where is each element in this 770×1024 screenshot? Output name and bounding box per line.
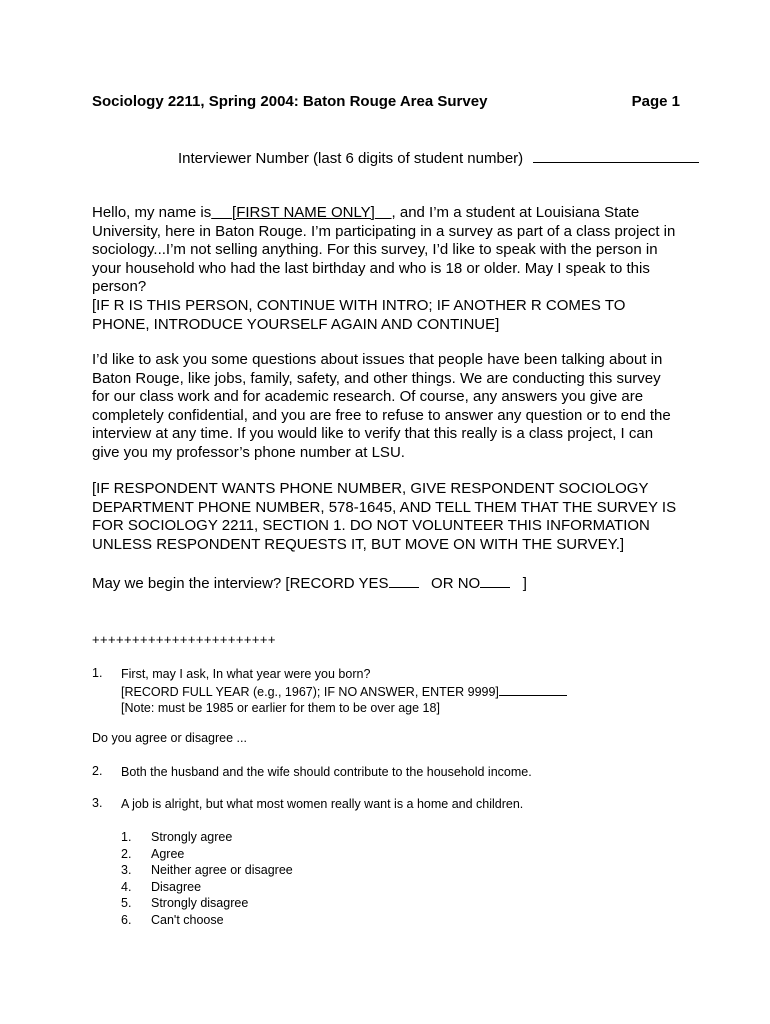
- no-blank[interactable]: [480, 573, 510, 588]
- begin-interview-line: [92, 573, 682, 594]
- interviewer-number-blank[interactable]: [533, 148, 699, 163]
- first-name-blank: [FIRST NAME ONLY]: [232, 204, 375, 221]
- intro-paragraph: [92, 204, 682, 297]
- instruction-paragraph-2: [IF RESPONDENT WANTS PHONE NUMBER, GIVE RESPONDENT SOCIOLOGY DEPARTMENT PHONE NUMBER, 578-1645, AND TELL THEM THAT THE SURVEY IS FOR SOCIOLOGY 2211, SECTION 1. DO NOT VOLUNTEER THIS INFORMATION UNLESS RESPONDENT REQUESTS IT, BUT MOVE ON WITH THE SURVEY.]: [92, 480, 677, 553]
- question-1-text: First, may I ask, In what year were you born?: [121, 667, 371, 681]
- survey-page: Sociology 2211, Spring 2004: Baton Rouge Area Survey Page 1 Interviewer Number (last 6 digits of student number) Hello, my name is [FIRST NAME ONLY] , and I’m a student at Louisiana State University, here in Baton Rouge. I’m participating in a survey as part of a class project in sociology...I’m not selling anything. For this survey, I’d like to speak with the person in your household who had the last birthday and who is 18 or older. May I speak to this person? [IF R IS THIS PERSON, CONTINUE WITH INTRO; IF ANOTHER R COMES TO PHONE, INTRODUCE YOURSELF AGAIN AND CONTINUE] I’d like to ask you some questions about issues that people have been talking about in Baton Rouge, like jobs, family, safety, and other things. We are conducting this survey for our class work and for academic research. Of course, any answers you give are completely confidential, and you are free to refuse to answer any question or to end the interview at any time. If you would like to verify that this really is a class project, I can give you my professor’s phone number at LSU. [IF RESPONDENT WANTS PHONE NUMBER, GIVE RESPONDENT SOCIOLOGY DEPARTMENT PHONE NUMBER, 578-1645, AND TELL THEM THAT THE SURVEY IS FOR SOCIOLOGY 2211, SECTION 1. DO NOT VOLUNTEER THIS INFORMATION UNLESS RESPONDENT REQUESTS IT, BUT MOVE ON WITH THE SURVEY.] May we begin the interview? [RECORD YES OR NO ] +++++++++++++++++++++++ 1. First, may I ask, In what year were you born? [RECORD FULL YEAR (e.g., 1967); IF NO ANSWER, ENTER 9999] [Note: must be 1985 or earlier for them to be over age 18] Do you agree or disagree ... 2. Both the husband and the wife should contribute to the household income. 3. A job is alright, but what most women really want is a home and children. 1. Strongly agree 2. Agree 3. Neither agree or disagree 4. Disagree 5. Strongly disagree 6. Can't choose: [0, 0, 770, 1024]
- question-1-number: 1.: [92, 666, 103, 680]
- interviewer-number-label: Interviewer Number (last 6 digits of student number): [178, 150, 524, 167]
- question-1-instruction: [RECORD FULL YEAR (e.g., 1967); IF NO ANSWER, ENTER 9999]: [121, 683, 567, 701]
- intro-pre: Hello, my name is: [92, 204, 212, 221]
- question-1-note: [Note: must be 1985 or earlier for them to be over age 18]: [121, 701, 440, 715]
- intro-paragraph-2: I’d like to ask you some questions about issues that people have been talking about in Baton Rouge, like jobs, family, safety, and other things. We are conducting this survey for our class work and for academic research. Of course, any answers you give are completely confidential, and you are free to refuse to answer any question or to end the interview at any time. If you would like to verify that this really is a class project, I can give you my professor’s phone number at LSU.: [92, 351, 671, 461]
- begin-close: ]: [522, 575, 527, 592]
- question-3-number: 3.: [92, 796, 103, 810]
- instruction-paragraph-1: [IF R IS THIS PERSON, CONTINUE WITH INTRO; IF ANOTHER R COMES TO PHONE, INTRODUCE YOURSELF AGAIN AND CONTINUE]: [92, 297, 626, 333]
- interviewer-number-line: [178, 148, 699, 167]
- question-1: [121, 666, 567, 717]
- begin-question: May we begin the interview? [RECORD YES: [92, 575, 389, 592]
- question-3-text: A job is alright, but what most women really want is a home and children.: [121, 797, 524, 811]
- yes-blank[interactable]: [389, 573, 419, 588]
- birth-year-blank[interactable]: [499, 683, 567, 696]
- intro-post: , and I’m a student at Louisiana State University, here in Baton Rouge. I’m participating in a survey as part of a class project in sociology...I’m not selling anything. For this survey, I’d like to speak with the person in your household who had the last birthday and who is 18 or older. May I speak to this person?: [92, 204, 676, 295]
- agree-prompt: Do you agree or disagree ...: [92, 731, 247, 745]
- question-2-text: Both the husband and the wife should contribute to the household income.: [121, 765, 532, 779]
- document-title: Sociology 2211, Spring 2004: Baton Rouge Area Survey: [92, 93, 488, 110]
- separator-line: +++++++++++++++++++++++: [92, 632, 276, 647]
- question-2-number: 2.: [92, 764, 103, 778]
- page-number: Page 1: [631, 93, 680, 110]
- begin-or-no: OR NO: [431, 575, 481, 592]
